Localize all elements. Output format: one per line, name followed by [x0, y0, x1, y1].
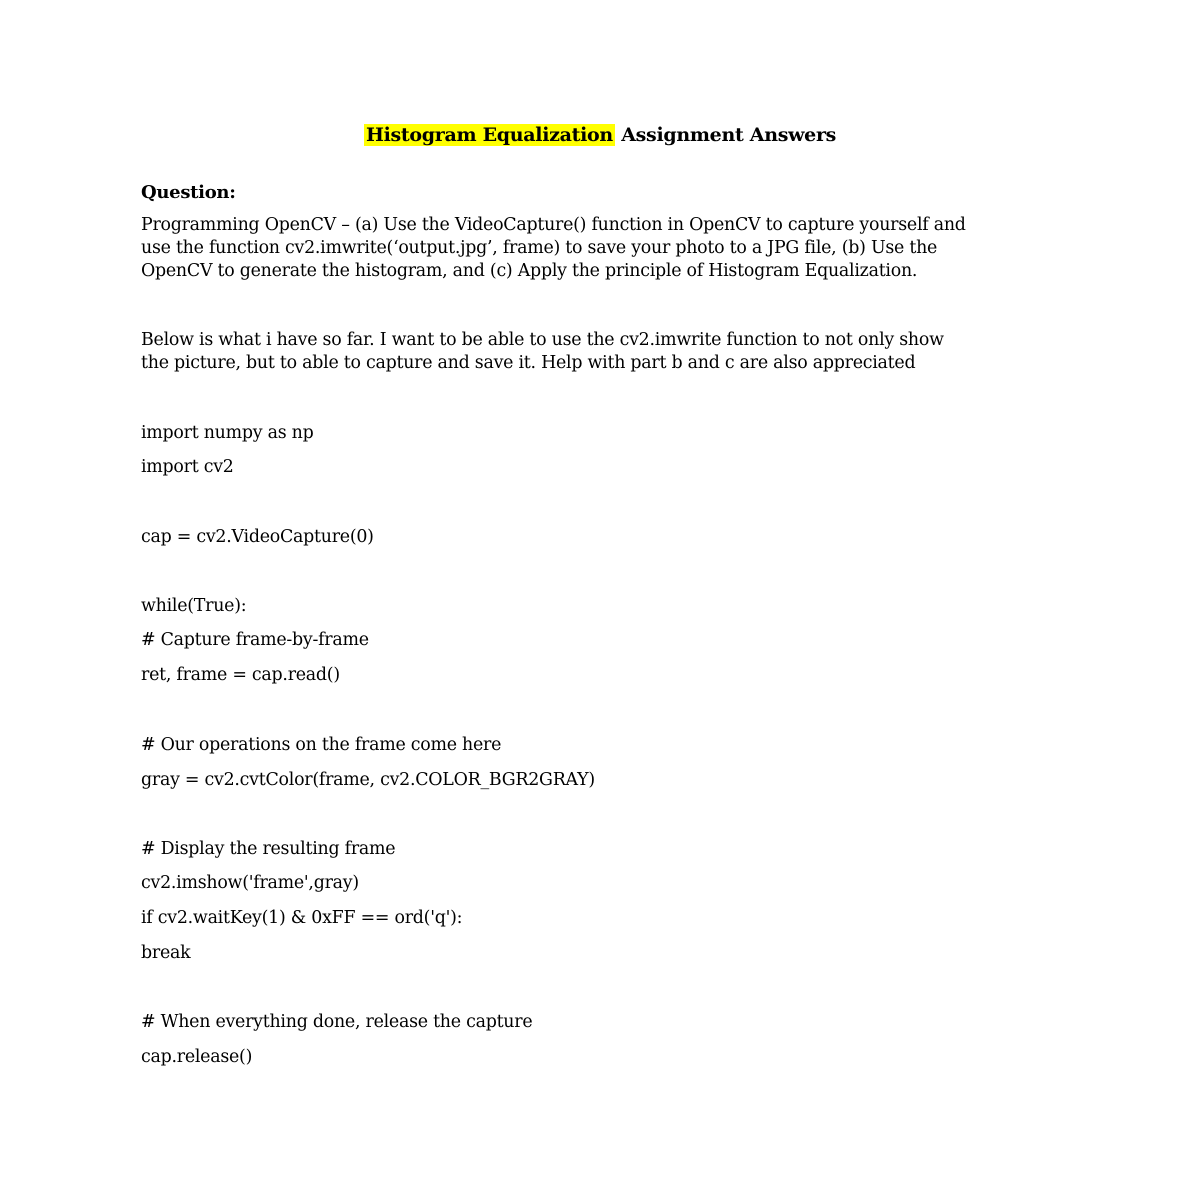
code-line: # Our operations on the frame come here [141, 735, 502, 755]
code-line: import cv2 [141, 457, 234, 477]
title-rest-text: Assignment Answers [614, 124, 837, 146]
request-paragraph [141, 329, 1081, 375]
request-line: the picture, but to able to capture and save it. Help with part b and c are also appreciated [141, 353, 916, 373]
question-line: OpenCV to generate the histogram, and (c) Apply the principle of Histogram Equalization. [141, 261, 918, 281]
code-line: break [141, 943, 191, 963]
code-line: cv2.imshow('frame',gray) [141, 873, 359, 893]
question-label: Question: [141, 182, 236, 203]
question-line: Programming OpenCV – (a) Use the VideoCapture() function in OpenCV to capture yourself and [141, 215, 966, 235]
code-line: # Capture frame-by-frame [141, 630, 369, 650]
request-line: Below is what i have so far. I want to be able to use the cv2.imwrite function to not only show [141, 330, 944, 350]
question-paragraph [141, 214, 1081, 283]
code-line: cap = cv2.VideoCapture(0) [141, 527, 374, 547]
title-highlighted-text: Histogram Equalization [365, 124, 613, 146]
question-line: use the function cv2.imwrite(‘output.jpg’, frame) to save your photo to a JPG file, (b) Use the [141, 238, 938, 258]
code-line: while(True): [141, 596, 247, 616]
code-line: if cv2.waitKey(1) & 0xFF == ord('q'): [141, 908, 463, 928]
code-line: # When everything done, release the capture [141, 1012, 533, 1032]
code-line: import numpy as np [141, 423, 314, 443]
document-title [0, 124, 1200, 146]
code-line: cap.release() [141, 1047, 253, 1067]
code-line: # Display the resulting frame [141, 839, 396, 859]
code-line: ret, frame = cap.read() [141, 665, 340, 685]
code-line: gray = cv2.cvtColor(frame, cv2.COLOR_BGR2GRAY) [141, 770, 595, 790]
